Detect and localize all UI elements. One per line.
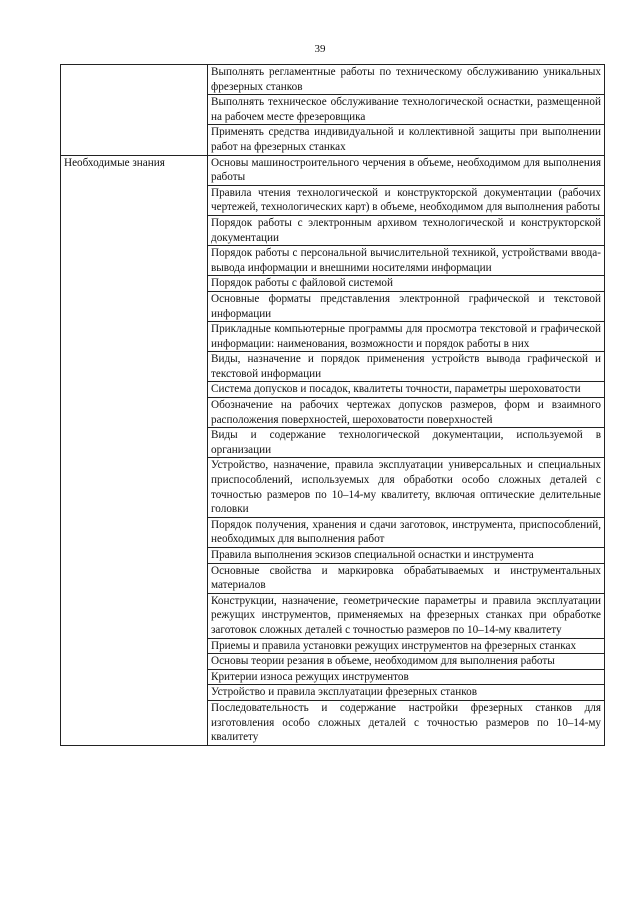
requirement-item: Основные свойства и маркировка обрабатываемых и инструментальных материалов — [208, 563, 605, 593]
requirement-item: Устройство и правила эксплуатации фрезерных станков — [208, 685, 605, 701]
requirement-item: Обозначение на рабочих чертежах допусков размеров, форм и взаимного расположения поверхностей, шероховатости поверхностей — [208, 398, 605, 428]
requirement-item: Конструкции, назначение, геометрические параметры и правила эксплуатации режущих инструментов, применяемых на фрезерных станках при обработке заготовок сложных деталей с точностью размеров по 10–14-му квалитету — [208, 593, 605, 638]
section-label: Необходимые знания — [61, 155, 208, 745]
requirement-item: Применять средства индивидуальной и коллективной защиты при выполнении работ на фрезерных станках — [208, 125, 605, 155]
requirement-item: Приемы и правила установки режущих инструментов на фрезерных станках — [208, 638, 605, 654]
section-label — [61, 65, 208, 156]
requirement-item: Основы теории резания в объеме, необходимом для выполнения работы — [208, 654, 605, 670]
requirement-item: Выполнять техническое обслуживание технологической оснастки, размещенной на рабочем месте фрезеровщика — [208, 95, 605, 125]
requirement-item: Виды, назначение и порядок применения устройств вывода графической и текстовой информации — [208, 352, 605, 382]
requirement-item: Основы машиностроительного черчения в объеме, необходимом для выполнения работы — [208, 155, 605, 185]
requirement-item: Правила чтения технологической и конструкторской документации (рабочих чертежей, технологических карт) в объеме, необходимом для выполнения работы — [208, 185, 605, 215]
requirement-item: Система допусков и посадок, квалитеты точности, параметры шероховатости — [208, 382, 605, 398]
requirement-item: Правила выполнения эскизов специальной оснастки и инструмента — [208, 548, 605, 564]
requirement-item: Порядок получения, хранения и сдачи заготовок, инструмента, приспособлений, необходимых для выполнения работ — [208, 517, 605, 547]
requirement-item: Устройство, назначение, правила эксплуатации универсальных и специальных приспособлений, используемых для обработки особо сложных деталей с точностью размеров по 10–14-му квалитету, включая оптические делительные головки — [208, 458, 605, 517]
requirement-item: Последовательность и содержание настройки фрезерных станков для изготовления особо сложных деталей с точностью размеров по 10–14-му квалитету — [208, 700, 605, 745]
table-row — [61, 155, 605, 185]
requirement-item: Критерии износа режущих инструментов — [208, 669, 605, 685]
requirement-item: Выполнять регламентные работы по техническому обслуживанию уникальных фрезерных станков — [208, 65, 605, 95]
requirement-item: Основные форматы представления электронной графической и текстовой информации — [208, 291, 605, 321]
requirement-item: Порядок работы с персональной вычислительной техникой, устройствами ввода-вывода информации и внешними носителями информации — [208, 246, 605, 276]
requirement-item: Виды и содержание технологической документации, используемой в организации — [208, 428, 605, 458]
requirement-item: Порядок работы с электронным архивом технологической и конструкторской документации — [208, 215, 605, 245]
requirements-table — [60, 64, 605, 746]
requirement-item: Прикладные компьютерные программы для просмотра текстовой и графической информации: наименования, возможности и порядок работы в них — [208, 322, 605, 352]
requirement-item: Порядок работы с файловой системой — [208, 276, 605, 292]
table-row — [61, 65, 605, 95]
page-number: 39 — [314, 43, 326, 55]
